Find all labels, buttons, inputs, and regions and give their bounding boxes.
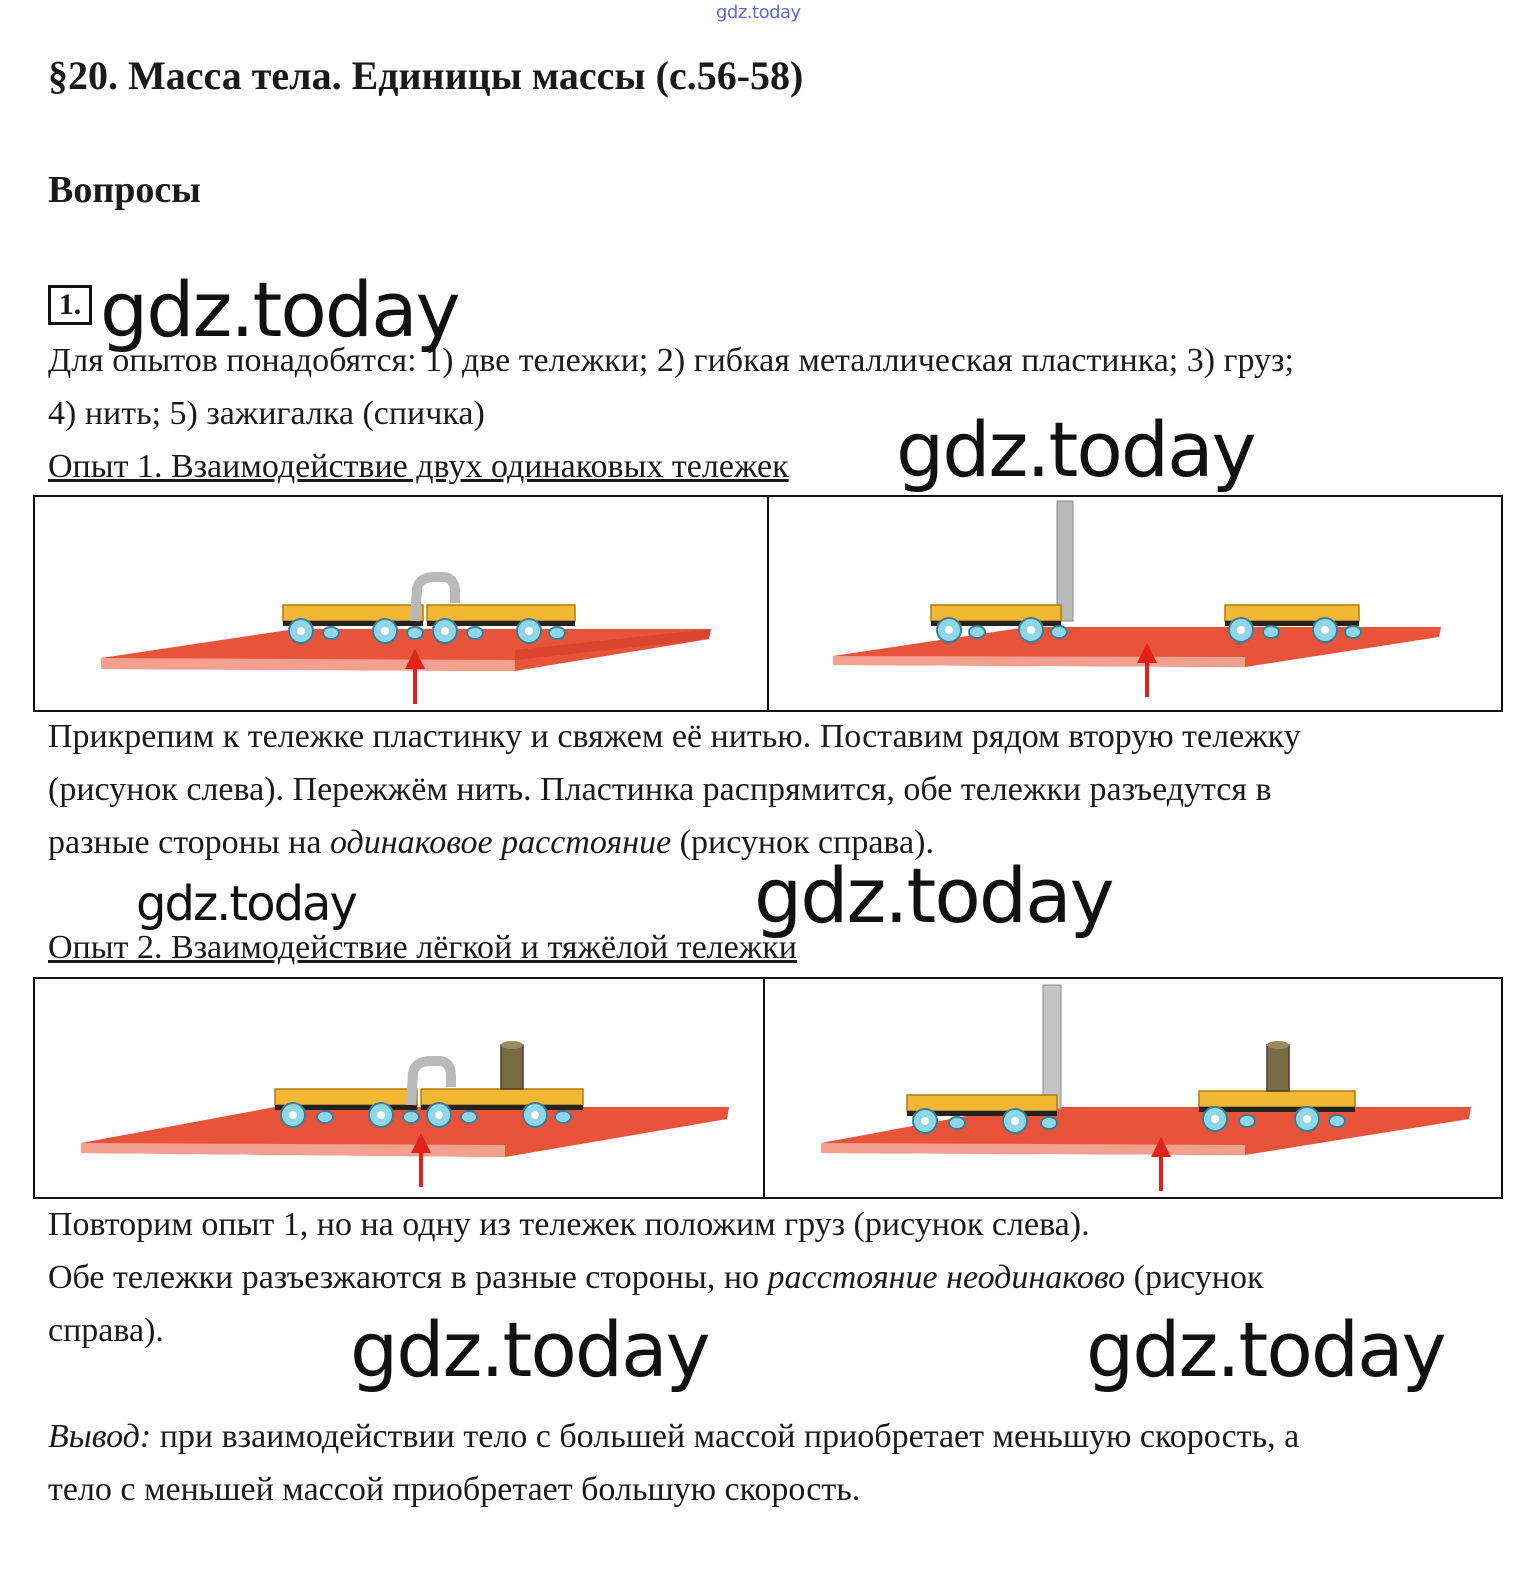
watermark: gdz.today (100, 265, 459, 354)
exp2-right-scene (821, 985, 1471, 1191)
watermark-small: gdz.today (716, 2, 801, 23)
exp2-illustration (35, 979, 1501, 1197)
cart-right (421, 1089, 583, 1105)
exp1-right-scene (833, 501, 1441, 697)
intro-line-2: 4) нить; 5) зажигалка (спичка) (48, 395, 485, 432)
straight-plate (1043, 985, 1061, 1109)
watermark: gdz.today (896, 405, 1255, 494)
exp1-line-2: (рисунок слева). Пережжём нить. Пластинка распрямится, обе тележки разъедутся в (48, 771, 1272, 808)
exp2-figure (33, 977, 1503, 1199)
conclusion-line-2: тело с меньшей массой приобретает большую скорость. (48, 1471, 861, 1508)
exp1-heading: Опыт 1. Взаимодействие двух одинаковых тележек (48, 448, 789, 485)
exp2-line-2: Обе тележки разъезжаются в разные стороны, но расстояние неодинаково (рисунок (48, 1259, 1264, 1296)
exp2-line-1: Повторим опыт 1, но на одну из тележек положим груз (рисунок слева). (48, 1206, 1090, 1243)
straight-plate (1057, 501, 1073, 621)
section-heading: Вопросы (48, 169, 201, 211)
conclusion-line-1: Вывод: при взаимодействии тело с большей массой приобретает меньшую скорость, а (48, 1418, 1300, 1455)
cart-left (907, 1095, 1057, 1111)
exp2-line-3: справа). (48, 1312, 164, 1349)
weight (1267, 1045, 1289, 1091)
exp1-illustration (35, 497, 1501, 710)
cart-right (1199, 1091, 1355, 1107)
exp1-left-scene (101, 577, 711, 704)
question-number-box: 1. (48, 285, 92, 325)
cart-right (427, 605, 575, 621)
weight (501, 1045, 523, 1089)
conclusion-label: Вывод: (48, 1418, 152, 1455)
exp2-heading: Опыт 2. Взаимодействие лёгкой и тяжёлой тележки (48, 929, 797, 966)
page-title: §20. Масса тела. Единицы массы (с.56-58) (48, 53, 804, 98)
intro-line-1: Для опытов понадобятся: 1) две тележки; 2) гибкая металлическая пластинка; 3) груз; (48, 342, 1294, 379)
exp1-line-3: разные стороны на одинаковое расстояние (рисунок справа). (48, 824, 934, 861)
watermark: gdz.today (136, 876, 356, 932)
watermark: gdz.today (1086, 1305, 1445, 1394)
exp1-line-1: Прикрепим к тележке пластинку и свяжем её нитью. Поставим рядом вторую тележку (48, 718, 1301, 755)
exp1-figure (33, 495, 1503, 712)
exp2-left-scene (81, 1041, 729, 1187)
watermark: gdz.today (754, 851, 1113, 940)
watermark: gdz.today (350, 1305, 709, 1394)
